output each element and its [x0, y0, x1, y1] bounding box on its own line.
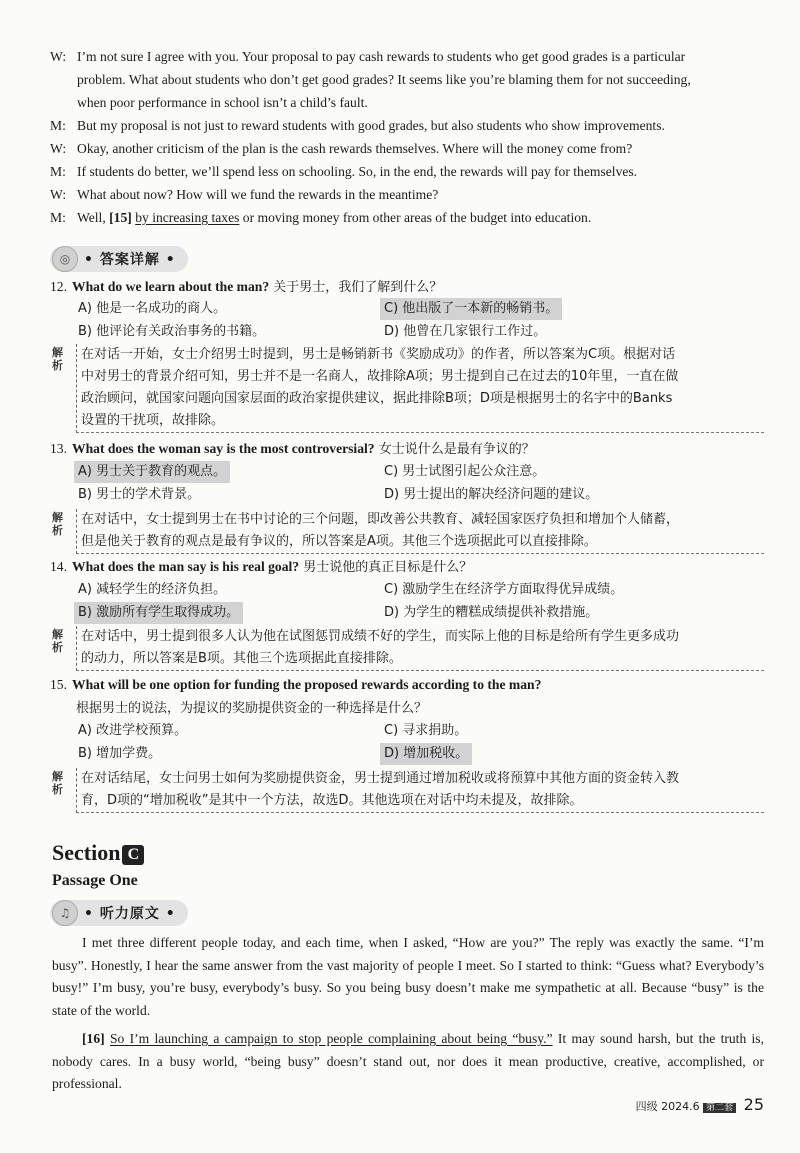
- explain-tag: 解析: [52, 511, 63, 537]
- section-heading: Section C: [52, 840, 144, 866]
- option-a: A) 改进学校预算。: [78, 723, 188, 738]
- dialogue-line-answer: M: Well, [15] by increasing taxes or moving money from other areas of the budget into education.: [50, 210, 592, 225]
- explain-tag: 解析: [52, 346, 63, 372]
- dialogue-line: W: I’m not sure I agree with you. Your proposal to pay cash rewards to students who get good grades is a particular: [50, 49, 686, 64]
- passage-title: Passage One: [52, 872, 138, 889]
- option-d: D) 为学生的糟糕成绩提供补救措施。: [384, 605, 599, 620]
- option-d: D) 男士提出的解决经济问题的建议。: [384, 487, 599, 502]
- question-12: 12. What do we learn about the man? 关于男士，我们了解到什么？: [50, 279, 443, 295]
- listening-header: ♫ • 听力原文 •: [50, 900, 188, 926]
- dialogue-line: M: If students do better, we’ll spend less on schooling. So, in the end, the rewards will pay for themselves.: [50, 164, 638, 179]
- question-14: 14. What does the man say is his real goal? 男士说他的真正目标是什么？: [50, 559, 473, 575]
- option-c: C) 激励学生在经济学方面取得优异成绩。: [384, 582, 624, 597]
- explanation-14: 解析 在对话中，男士提到很多人认为他在试图惩罚成绩不好的学生，而实际上他的目标是给所有学生更多成功 的动力，所以答案是B项。其他三个选项据此直接排除。: [52, 626, 764, 671]
- page-footer: 四级 2024.6 第二套 25: [635, 1095, 764, 1114]
- dialogue-line: W: What about now? How will we fund the rewards in the meantime?: [50, 187, 439, 202]
- dialogue-line: problem. What about students who don’t get good grades? It seems like you’re blaming them for not succeeding,: [77, 72, 691, 87]
- option-c-answer: C) 他出版了一本新的畅销书。: [380, 298, 562, 320]
- option-b-answer: B) 激励所有学生取得成功。: [74, 602, 243, 624]
- explain-tag: 解析: [52, 770, 63, 796]
- option-a-answer: A) 男士关于教育的观点。: [74, 461, 230, 483]
- dialogue-line: when poor performance in school isn’t a child’s fault.: [77, 95, 368, 110]
- question-marker: [15]: [109, 210, 132, 225]
- question-13: 13. What does the woman say is the most controversial? 女士说什么是最有争议的？: [50, 441, 535, 457]
- explanation-13: 解析 在对话中，女士提到男士在书中讨论的三个问题，即改善公共教育、减轻国家医疗负担和增加个人储蓄， 但是他关于教育的观点是最有争议的，所以答案是A项。其他三个选项据此可以直接排除。: [52, 509, 764, 554]
- option-a: A) 减轻学生的经济负担。: [78, 582, 227, 597]
- option-d-answer: D) 增加税收。: [380, 743, 472, 765]
- option-b: B) 他评论有关政治事务的书籍。: [78, 324, 266, 339]
- answers-icon: ◎: [52, 246, 78, 272]
- headphones-icon: ♫: [52, 900, 78, 926]
- set-label: 第二套: [703, 1103, 736, 1113]
- option-b: B) 增加学费。: [78, 746, 162, 761]
- explain-tag: 解析: [52, 628, 63, 654]
- passage-paragraph-1: I met three different people today, and each time, when I asked, “How are you?” The reply was exactly the same. “I’m busy”. Honestly, I hear the same answer from the vast majority of people I meet. So I started to think: “Guess what? Everybody’s busy!” I’m busy, you’re busy, everybody’s busy. So you being busy doesn’t make me sympathetic at all. Because “busy” is the state of the world.: [52, 935, 764, 1018]
- explanation-12: 解析 在对话一开始，女士介绍男士时提到，男士是畅销新书《奖励成功》的作者，所以答案为C项。根据对话 中对男士的背景介绍可知，男士并不是一名商人，故排除A项；男士提到自己在过去的10年里，一直在做 政治顾问，就国家问题向国家层面的政治家提供建议，据此排除B项；D项是根据男士的名字中的Banks 设置的干扰项，故排除。: [52, 344, 764, 433]
- question-15: 15. What will be one option for funding the proposed rewards according to the man?: [50, 677, 542, 692]
- question-marker: [16]: [82, 1031, 105, 1046]
- option-a: A) 他是一名成功的商人。: [78, 301, 227, 316]
- answer-underline: by increasing taxes: [135, 210, 240, 225]
- option-c: C) 男士试图引起公众注意。: [384, 464, 546, 479]
- option-b: B) 男士的学术背景。: [78, 487, 201, 502]
- dialogue-line: W: Okay, another criticism of the plan is the cash rewards themselves. Where will the money come from?: [50, 141, 633, 156]
- answers-header: ◎ • 答案详解 •: [50, 246, 188, 272]
- dialogue-line: M: But my proposal is not just to reward students with good grades, but also students who show improvements.: [50, 118, 665, 133]
- section-letter: C: [122, 845, 144, 865]
- answer-underline: So I’m launching a campaign to stop people complaining about being “busy.”: [109, 1031, 553, 1046]
- option-d: D) 他曾在几家银行工作过。: [384, 324, 547, 339]
- page-number: 25: [743, 1095, 764, 1114]
- question-15-cn: 根据男士的说法，为提议的奖励提供资金的一种选择是什么？: [76, 701, 428, 716]
- option-c: C) 寻求捐助。: [384, 723, 468, 738]
- explanation-15: 解析 在对话结尾，女士问男士如何为奖励提供资金，男士提到通过增加税收或将预算中其他方面的资金转入教 育，D项的“增加税收”是其中一个方法，故选D。其他选项在对话中均未提及，故排除。: [52, 768, 764, 813]
- passage-paragraph-2: [16] So I’m launching a campaign to stop people complaining about being “busy.” It may sound harsh, but the truth is, nobody cares. In a busy world, “being busy” doesn’t stand out, nor does it mean productive, creative, accomplished, or professional.: [52, 1031, 764, 1091]
